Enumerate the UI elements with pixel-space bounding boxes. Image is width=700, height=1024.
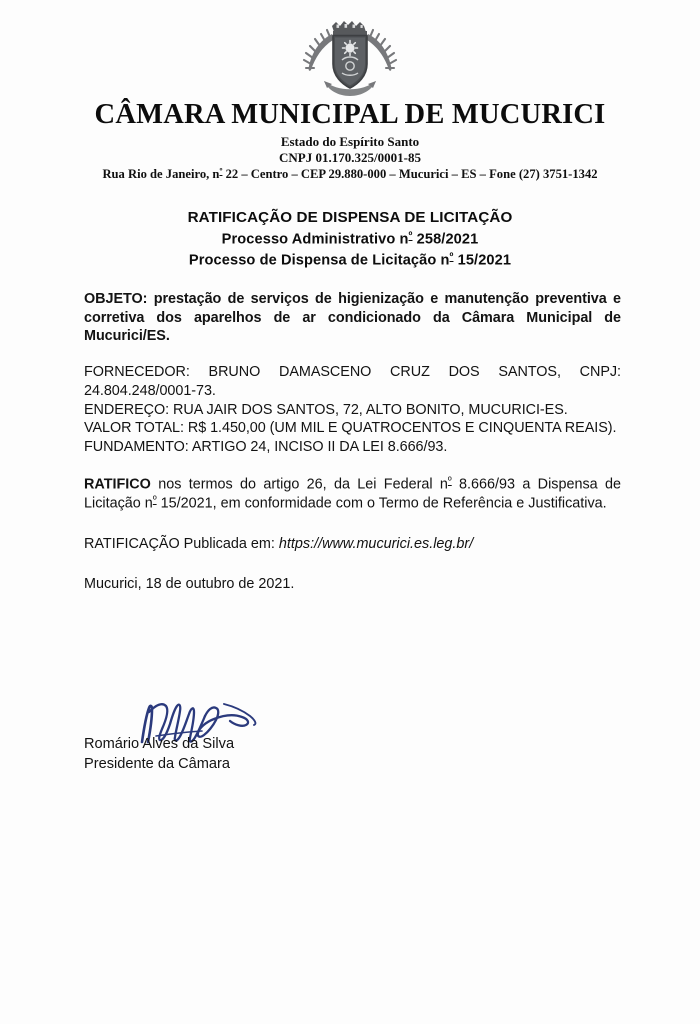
letterhead-emblem-container bbox=[0, 18, 700, 104]
publicacao-line bbox=[84, 535, 621, 554]
signatory-name: Romário Alves da Silva bbox=[84, 736, 235, 752]
document-title: RATIFICAÇÃO DE DISPENSA DE LICITAÇÃO bbox=[187, 209, 513, 226]
signature-block bbox=[84, 694, 414, 774]
ratifico-keyword: RATIFICO bbox=[84, 476, 151, 493]
processo-dispensa-ordinal: º bbox=[449, 250, 454, 263]
processo-dispensa-number: 15/2021 bbox=[453, 251, 512, 268]
letterhead bbox=[0, 100, 700, 182]
dados-contratacao-block bbox=[84, 363, 621, 457]
signatory-role: Presidente da Câmara bbox=[84, 755, 231, 772]
fundamento-line: FUNDAMENTO: ARTIGO 24, INCISO II DA LEI 8.666/93. bbox=[84, 439, 448, 456]
coat-of-arms-emblem bbox=[302, 18, 398, 104]
processo-dispensa-line bbox=[0, 250, 700, 271]
state-name: Estado do Espírito Santo bbox=[280, 133, 420, 149]
processo-administrativo-number: 258/2021 bbox=[412, 231, 479, 248]
ratifico-text-3: 15/2021, em conformidade com o Termo de Referência e Justificativa. bbox=[156, 495, 607, 512]
address-rest: 22 – Centro – CEP 29.880-000 – Mucurici – ES – Fone (27) 3751-1342 bbox=[222, 166, 598, 181]
document-title-block bbox=[0, 208, 700, 270]
publicacao-label: RATIFICAÇÃO Publicada em: bbox=[84, 535, 279, 552]
address-ordinal: º bbox=[219, 165, 223, 176]
processo-administrativo-line bbox=[0, 229, 700, 250]
ratifico-ordinal-2: º bbox=[152, 494, 157, 506]
organization-cnpj: CNPJ 01.170.325/0001-85 bbox=[279, 149, 421, 165]
address-prefix: Rua Rio de Janeiro, n bbox=[102, 166, 220, 181]
local-e-data: Mucurici, 18 de outubro de 2021. bbox=[84, 575, 295, 592]
ratifico-text-2: 8.666/93 a Dispensa de Licitação n bbox=[84, 476, 621, 512]
fornecedor-line: FORNECEDOR: BRUNO DAMASCENO CRUZ DOS SANTOS, CNPJ: 24.804.248/0001-73. bbox=[84, 364, 621, 399]
organization-address bbox=[0, 166, 700, 182]
ratifico-text-1: nos termos do artigo 26, da Lei Federal n bbox=[150, 476, 448, 493]
valor-total-line: VALOR TOTAL: R$ 1.450,00 (UM MIL E QUATROCENTOS E CINQUENTA REAIS). bbox=[84, 420, 617, 437]
endereco-line: ENDEREÇO: RUA JAIR DOS SANTOS, 72, ALTO BONITO, MUCURICI-ES. bbox=[84, 401, 568, 418]
document-body bbox=[84, 290, 621, 593]
organization-name: CÂMARA MUNICIPAL DE MUCURICI bbox=[94, 99, 606, 130]
processo-dispensa-prefix: Processo de Dispensa de Licitação n bbox=[188, 251, 450, 268]
ratifico-ordinal-1: º bbox=[447, 475, 452, 487]
processo-administrativo-ordinal: º bbox=[408, 229, 413, 242]
processo-administrativo-prefix: Processo Administrativo n bbox=[221, 231, 409, 248]
objeto-paragraph: OBJETO: prestação de serviços de higienização e manutenção preventiva e corretiva dos aparelhos de ar condicionado da Câmara Municipal de Mucurici/ES. bbox=[84, 291, 621, 345]
publicacao-url[interactable]: https://www.mucurici.es.leg.br/ bbox=[278, 535, 474, 552]
ratifico-paragraph bbox=[84, 475, 621, 513]
